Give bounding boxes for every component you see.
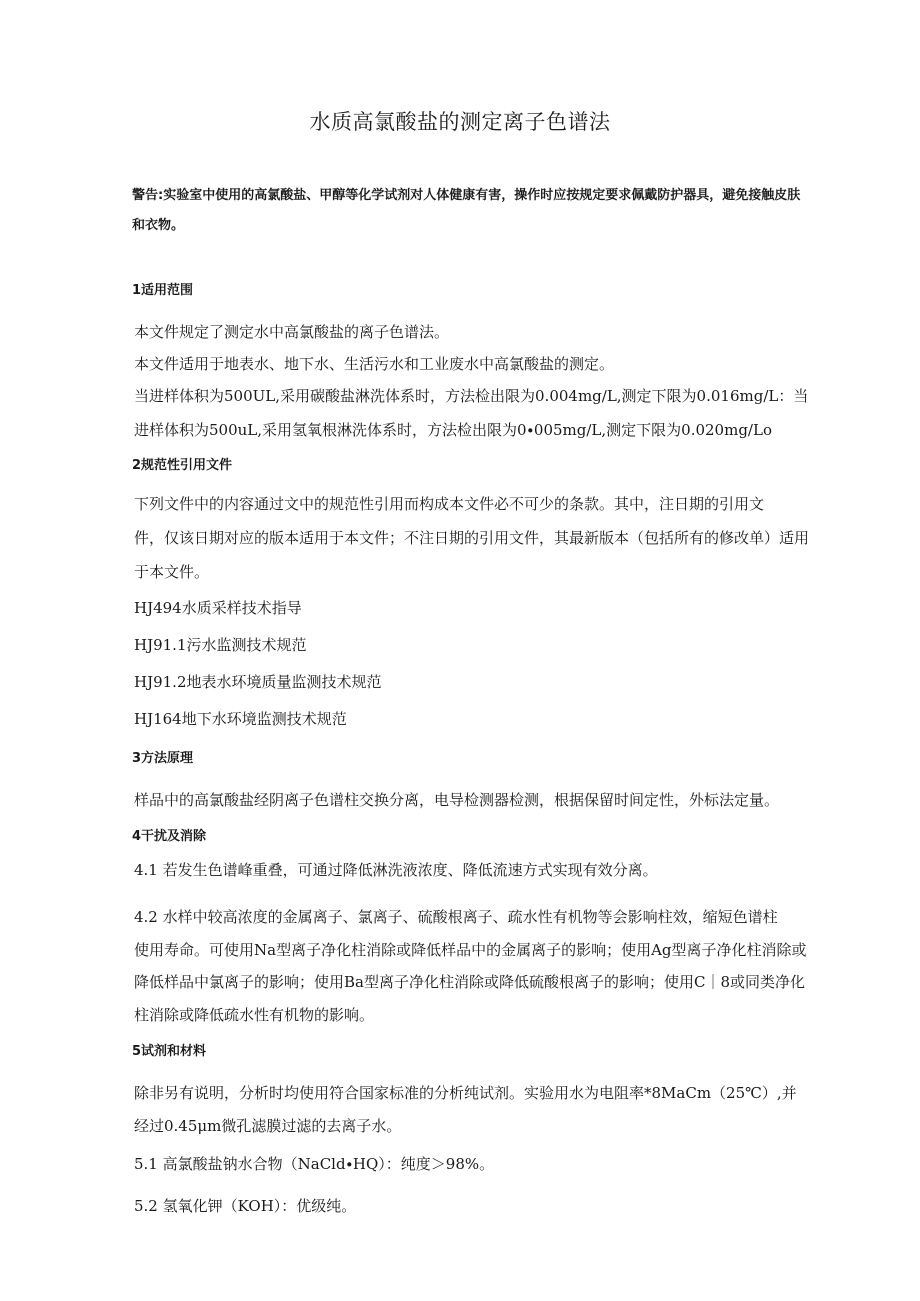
section-5-paragraph: 除非另有说明，分析时均使用符合国家标准的分析纯试剂。实验用水为电阻率*8MaCm（25℃）,并	[134, 1084, 797, 1102]
section-5-paragraph: 经过0.45μm微孔滤膜过滤的去离子水。	[134, 1117, 402, 1135]
section-4-item: 柱消除或降低疏水性有机物的影响。	[134, 1006, 375, 1024]
reference-item: HJ91.1污水监测技术规范	[134, 636, 307, 654]
section-4-item: 降低样品中氯离子的影响；使用Ba型离子净化柱消除或降低硫酸根离子的影响；使用C｜8或同类净化	[134, 973, 805, 991]
reference-item: HJ494水质采样技术指导	[134, 599, 302, 617]
section-3-heading: 3方法原理	[132, 751, 194, 766]
section-5-heading: 5试剂和材料	[132, 1044, 207, 1059]
section-5-item: 5.1 高氯酸盐钠水合物（NaCld∙HQ）：纯度＞98%。	[134, 1155, 495, 1173]
section-2-paragraph: 下列文件中的内容通过文中的规范性引用而构成本文件必不可少的条款。其中，注日期的引用文	[134, 495, 765, 513]
reference-item: HJ91.2地表水环境质量监测技术规范	[134, 673, 382, 691]
section-2-paragraph: 件，仅该日期对应的版本适用于本文件；不注日期的引用文件，其最新版本（包括所有的修改单）适用	[134, 529, 810, 547]
section-5-item: 5.2 氢氧化钾（KOH）：优级纯。	[134, 1197, 357, 1215]
section-4-heading: 4干扰及消除	[132, 829, 207, 844]
section-2-heading: 2规范性引用文件	[132, 458, 233, 473]
section-1-paragraph: 本文件适用于地表水、地下水、生活污水和工业废水中高氯酸盐的测定。	[134, 355, 615, 373]
document-title: 水质高氯酸盐的测定离子色谱法	[309, 110, 611, 134]
section-1-paragraph: 本文件规定了测定水中高氯酸盐的离子色谱法。	[134, 323, 450, 341]
section-2-paragraph: 于本文件。	[134, 563, 210, 581]
section-1-paragraph: 进样体积为500uL,采用氢氧根淋洗体系时，方法检出限为0∙005mg∕L,测定下限为0.020mg/Lo	[134, 421, 772, 439]
warning-text: 警告:实验室中使用的高氯酸盐、甲醇等化学试剂对人体健康有害，操作时应按规定要求佩戴防护器具，避免接触皮肤和衣物。	[132, 188, 801, 233]
section-1-paragraph: 当进样体积为500UL,采用碳酸盐淋洗体系时，方法检出限为0.004mg∕L,测定下限为0.016mg/L：当	[134, 387, 809, 405]
section-4-item: 使用寿命。可使用Na型离子净化柱消除或降低样品中的金属离子的影响；使用Ag型离子净化柱消除或	[134, 941, 807, 959]
section-1-heading: 1适用范围	[132, 283, 194, 298]
section-4-item: 4.1 若发生色谱峰重叠，可通过降低淋洗液浓度、降低流速方式实现有效分离。	[134, 861, 658, 879]
reference-item: HJ164地下水环境监测技术规范	[134, 710, 347, 728]
section-4-item: 4.2 水样中较高浓度的金属离子、氯离子、硫酸根离子、疏水性有机物等会影响柱效，缩短色谱柱	[134, 908, 778, 926]
section-3-paragraph: 样品中的高氯酸盐经阴离子色谱柱交换分离，电导检测器检测，根据保留时间定性，外标法定量。	[134, 791, 780, 809]
